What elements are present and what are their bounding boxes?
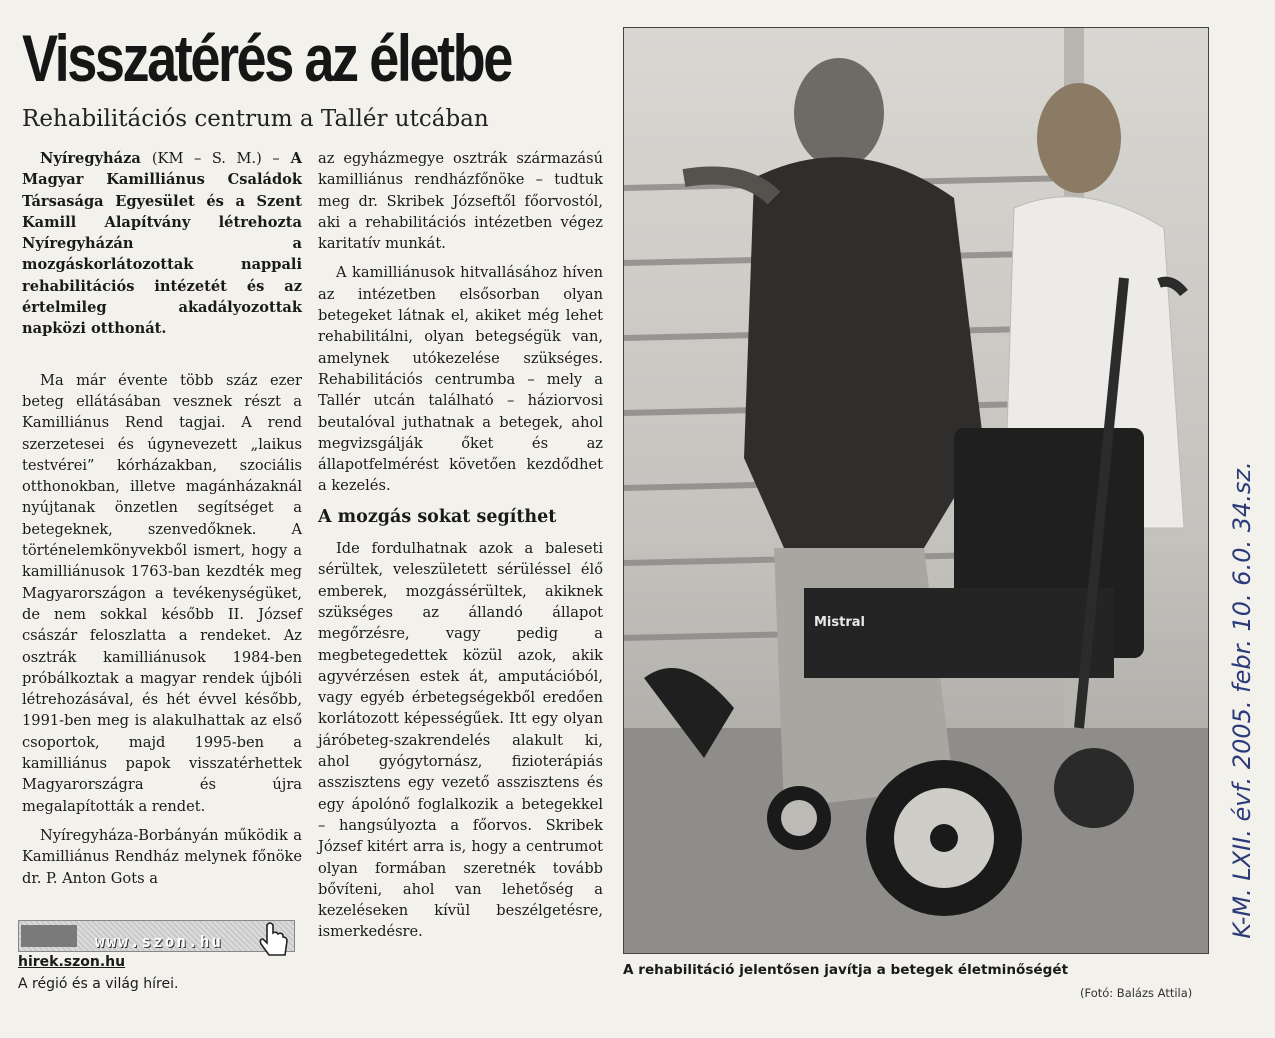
lead-text: A Magyar Kamilliánus Családok Társasága Egyesület és a Szent Kamill Alapítvány létrehozta Nyíregyházán a mozgáskorlátozottak nappali rehabilitációs intézetét és az értelmileg akadályozottak napközi otthonát. xyxy=(22,150,302,338)
promo-tagline: A régió és a világ hírei. xyxy=(18,976,179,992)
pointer-hand-icon xyxy=(255,919,295,959)
rehab-photo-illustration xyxy=(624,28,1208,953)
dateline: Nyíregyháza xyxy=(40,150,141,167)
promo-banner[interactable] xyxy=(18,920,295,952)
promo-url[interactable]: www.szon.hu xyxy=(95,932,223,951)
article-subhead: Rehabilitációs centrum a Tallér utcában xyxy=(22,106,489,132)
wheelchair-brand-label: Mistral xyxy=(814,615,865,630)
promo-logo xyxy=(21,925,77,947)
body-paragraph: Ide fordulhatnak azok a baleseti sérültek, veleszületett sérüléssel élő emberek, mozgássérültek, akiknek szükséges az állandó állapot megőrzésre, vagy pedig a megbetegedettek közül azok, akik agyvérzésen estek át, amputációból, vagy egyéb érbetegségekből eredően korlátozott képességűek. Itt egy olyan járóbeteg-szakrendelés alakult ki, ahol gyógytornász, fizioterápiás asszisztens egy vezető asszisztens és egy ápolónő foglalkozik a betegekkel – hangsúlyozta a főorvos. Skribek József kitért arra is, hogy a centrumot olyan formában szeretnék tovább bővíteni, ahol van lehetőség a kezeléseken kívül beszélgetésre, ismerkedésre. xyxy=(318,540,603,941)
body-paragraph: A kamilliánusok hitvallásához híven az intézetben elsősorban olyan betegeket látnak el, akiket még lehet rehabilitálni, olyan betegségük van, amelynek utókezelése szükséges. Rehabilitációs centrumba – mely a Tallér utcán található – háziorvosi beutalóval juthatnak a betegek, ahol megvizsgálják őket és az állapotfelmérést követően kezdődhet a kezelés. xyxy=(318,264,603,495)
article-column-2 xyxy=(318,148,603,951)
handwritten-note-text: K-M. LXII. évf. 2005. febr. 10. 6.0. 34.sz. xyxy=(1228,461,1256,939)
promo-box[interactable] xyxy=(18,910,298,1015)
body-paragraph: Nyíregyháza-Borbányán működik a Kamilliánus Rendház melynek főnöke dr. P. Anton Gots a xyxy=(22,826,302,887)
body-paragraph: az egyházmegye osztrák származású kamilliánus rendházfőnöke – tudtuk meg dr. Skribek Józseftől főorvostól, aki a rehabilitációs intézetben végez karitatív munkát. xyxy=(318,150,603,253)
byline: (KM – S. M.) – xyxy=(151,150,280,167)
article-column-1 xyxy=(22,148,302,897)
article-headline: Visszatérés az életbe xyxy=(22,21,511,95)
article-photo xyxy=(623,27,1209,954)
lead-paragraph xyxy=(22,148,302,340)
photo-credit: (Fotó: Balázs Attila) xyxy=(1080,986,1193,1000)
promo-link[interactable]: hirek.szon.hu xyxy=(18,954,126,970)
photo-caption: A rehabilitáció jelentősen javítja a betegek életminőségét xyxy=(623,962,1069,978)
body-paragraph: Ma már évente több száz ezer beteg ellátásában vesznek részt a Kamilliánus Rend tagjai. A rend szerzetesei és úgynevezett „laikus testvérei” kórházakban, szociális otthonokban, illetve magánházaknál nyújtanak önzetlen segítséget a betegeknek, szenvedőknek. A történelemkönyvekből ismert, hogy a kamilliánusok 1763-ban kezdték meg Magyarországon a tevékenységüket, de nem sokkal később II. József császár feloszlatta a rendeket. Az osztrák kamilliánusok 1984-ben próbálkoztak a magyar rendek újbóli létrehozásával, és hét évvel később, 1991-ben meg is alakulhattak az első csoportok, majd 1995-ben a kamilliánus papok visszatérhettek Magyarországra és újra megalapították a rendet. xyxy=(22,371,302,815)
handwritten-note xyxy=(1218,400,1266,1000)
section-heading: A mozgás sokat segíthet xyxy=(318,506,557,527)
